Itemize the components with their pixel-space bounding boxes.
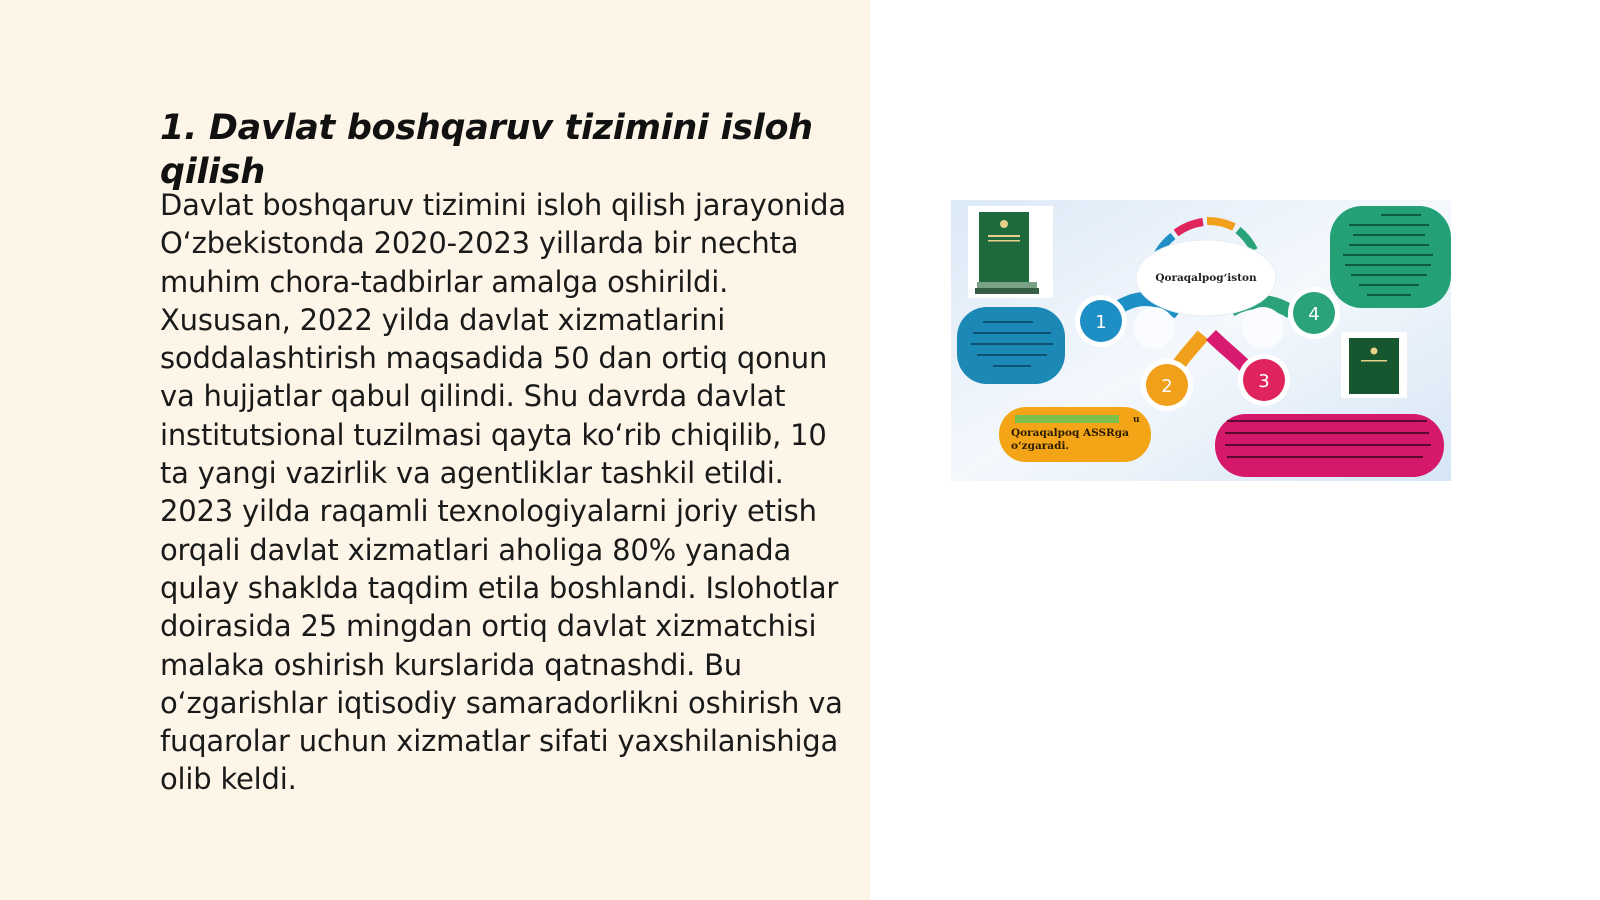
infographic-svg <box>951 200 1451 481</box>
node-1 <box>1075 295 1127 347</box>
infographic-image <box>951 200 1451 481</box>
node-4 <box>1288 287 1340 339</box>
center-label: Qoraqalpog‘iston <box>1155 272 1257 284</box>
bubble-green <box>1330 206 1451 308</box>
slide-title: 1. Davlat boshqaruv tizimini isloh qilish <box>160 108 813 192</box>
bubble-orange-line1: u <box>1133 415 1140 425</box>
node-3-label: 3 <box>1258 371 1270 392</box>
slide-body-text: Davlat boshqaruv tizimini isloh qilish jarayonida O‘zbekistonda 2020-2023 yillarda bir nechta muhim chora-tadbirlar amalga oshirildi. Xususan, 2022 yilda davlat xizmatlarini soddalashtirish maqsadida 50 dan ortiq qonun va hujjatlar qabul qilindi. Shu davrda davlat institutsional tuzilmasi qayta ko‘rib chiqilib, 10 ta yangi vazirlik va agentliklar tashkil etildi. 2023 yilda raqamli texnologiyalarni joriy etish orqali davlat xizmatlari aholiga 80% yanada qulay shaklda taqdim etila boshlandi. Islohotlar doirasida 25 mingdan ortiq davlat xizmatchisi malaka oshirish kurslarida qatnashdi. Bu o‘zgarishlar iqtisodiy samaradorlikni oshirish va fuqarolar uchun xizmatlar sifati yaxshilanishiga olib keldi. <box>160 188 846 797</box>
bubble-orange-line2: Qoraqalpoq ASSRga <box>1011 427 1129 439</box>
node-2 <box>1141 359 1193 411</box>
node-1-label: 1 <box>1095 312 1107 333</box>
node-3 <box>1238 354 1290 406</box>
bubble-blue <box>957 307 1065 384</box>
bubble-orange <box>999 407 1151 462</box>
bubble-pink <box>1215 414 1444 477</box>
book-image-right <box>1341 332 1407 398</box>
center-cloud <box>1136 240 1276 316</box>
node-4-label: 4 <box>1308 304 1320 325</box>
book-image-left <box>968 206 1053 298</box>
bubble-orange-line3: o‘zgaradi. <box>1011 440 1070 452</box>
node-2-label: 2 <box>1161 376 1173 397</box>
